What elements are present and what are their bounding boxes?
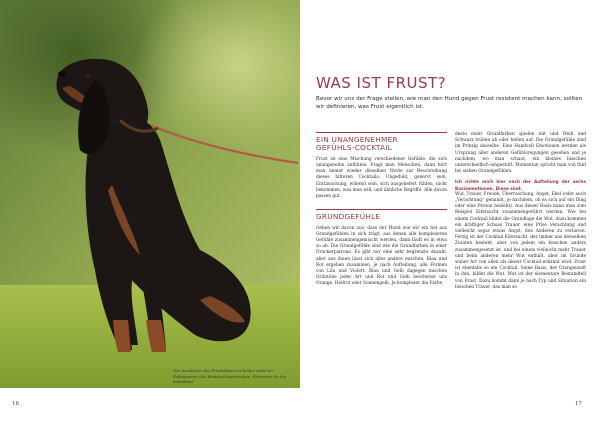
photo-caption: Der Ausdruck der Frustration ist leider nicht im Erbogramm des Hundes beschrieben. Erkennst du ihn trotzdem? — [173, 368, 287, 385]
text-column-left — [316, 132, 447, 288]
section-heading-cocktail — [316, 136, 447, 153]
text-column-right — [455, 132, 586, 291]
section-paragraph-grundgefuehle: Gehen wir davon aus, dass der Hund wie wir ein Set aus Grundgefühlen in sich trägt, aus denen alle komplexeren Gefühle zusammengemischt werden, dann läuft es in etwa so ab. Die Grundgefühle sind wie die Grundfarben in einer Druckerpatrone. Es gibt nur eine sehr begrenzte Anzahl, aber aus ihnen lässt sich alles andere mischen. Blau und Rot ergeben zusammen, je nach Aufteilung, alle Formen von Lila und Violett. Blau und Gelb dagegen mischen Grüntöne jeder Art und Rot und Gelb bescheren uns Orange, Hellrot oder Sonnengelb. Je komplexer die Farbe, — [316, 225, 447, 287]
section-rule — [316, 132, 447, 133]
lead-paragraph: Bevor wir uns der Frage stellen, wie man den Hund gegen Frust resistent machen kann, sollten wir definieren, was Frust eigentlich ist. — [316, 96, 583, 110]
highlight-basisemotionen: Ich richte mich hier nach der Aufteilung der sechs Basisemotionen. Diese sind: — [455, 179, 586, 191]
section-heading-grundgefuehle: GRUNDGEFÜHLE — [316, 212, 381, 222]
right-page — [300, 0, 600, 424]
dog-photo-illustration — [0, 0, 300, 388]
dog-photo — [0, 0, 300, 388]
section-paragraph-cocktail: Frust ist eine Mischung verschiedener Gefühle, die sich unangenehm anfühlen. Fragt man Menschen, dann hört man immer wieder dieselben Worte zur Beschreibung dieses bitteren Cocktails: Ungeduld, genervt sein, Enttäuschung, wütend sein, sich ausgeliefert fühlen, nicht bekommen, was man will, und ähnliche Begriffe. Alle davon passen gut. — [316, 156, 447, 200]
paragraph-eifersucht: Wut, Trauer, Freude, Überraschung, Angst, Ekel (oder auch „Verachtung“ genannt, je nachdem, ob es sich auf ein Ding oder eine Person bezieht). Aus dieser Basis kann man zum Beispiel Eifersucht zusammengerührt werden. Wie bei einem Cocktail bildet die Grundlage die Wut, dazu kommen ein kräftiger Schuss Trauer, eine Prise Verachtung und vielleicht sogar etwas Angst, den Anderen zu verlieren. Fertig ist der Cocktail Eifersucht, der immer aus denselben Zutaten besteht, aber von jedem ein bisschen anders zusammengesetzt ist, und bei einem vielleicht mehr Trauer und beim anderen mehr Wut enthält, aber im Grunde seiner Art von allen als dieser Cocktail erkannt wird. Frust ist ebenfalls so ein Cocktail. Seine Basis, der Orangensaft in ihm, bildet die Wut. Wut ist der elementare Bestandteil von Frust. Dazu kommt dann je nach Typ und Situation ein bisschen Trauer, das man so — [455, 191, 586, 290]
section-rule — [316, 209, 447, 210]
page-number-right: 17 — [575, 401, 582, 407]
paragraph-grundfarben: desto mehr Grundfarben spielen mit und Weiß und Schwarz trüben ab oder hellen auf. Die Grundgefühle sind im Prinzip dasselbe. Eine Handvoll Emotionen werden als Ursprung aller anderen Gefühlsregungen gesehen und je nachdem, wo man schaut, ein kleines bisschen unterschiedlich eingestuft. Momentan spricht man von fünf bis sieben Grundgefühlen. — [455, 132, 586, 175]
section-heading-line2: GEFÜHLS-COCKTAIL — [316, 143, 392, 153]
section-heading-line1: EIN UNANGENEHMER — [316, 135, 398, 144]
page-number-left: 16 — [12, 401, 19, 407]
chapter-title: WAS IST FRUST? — [316, 74, 447, 92]
